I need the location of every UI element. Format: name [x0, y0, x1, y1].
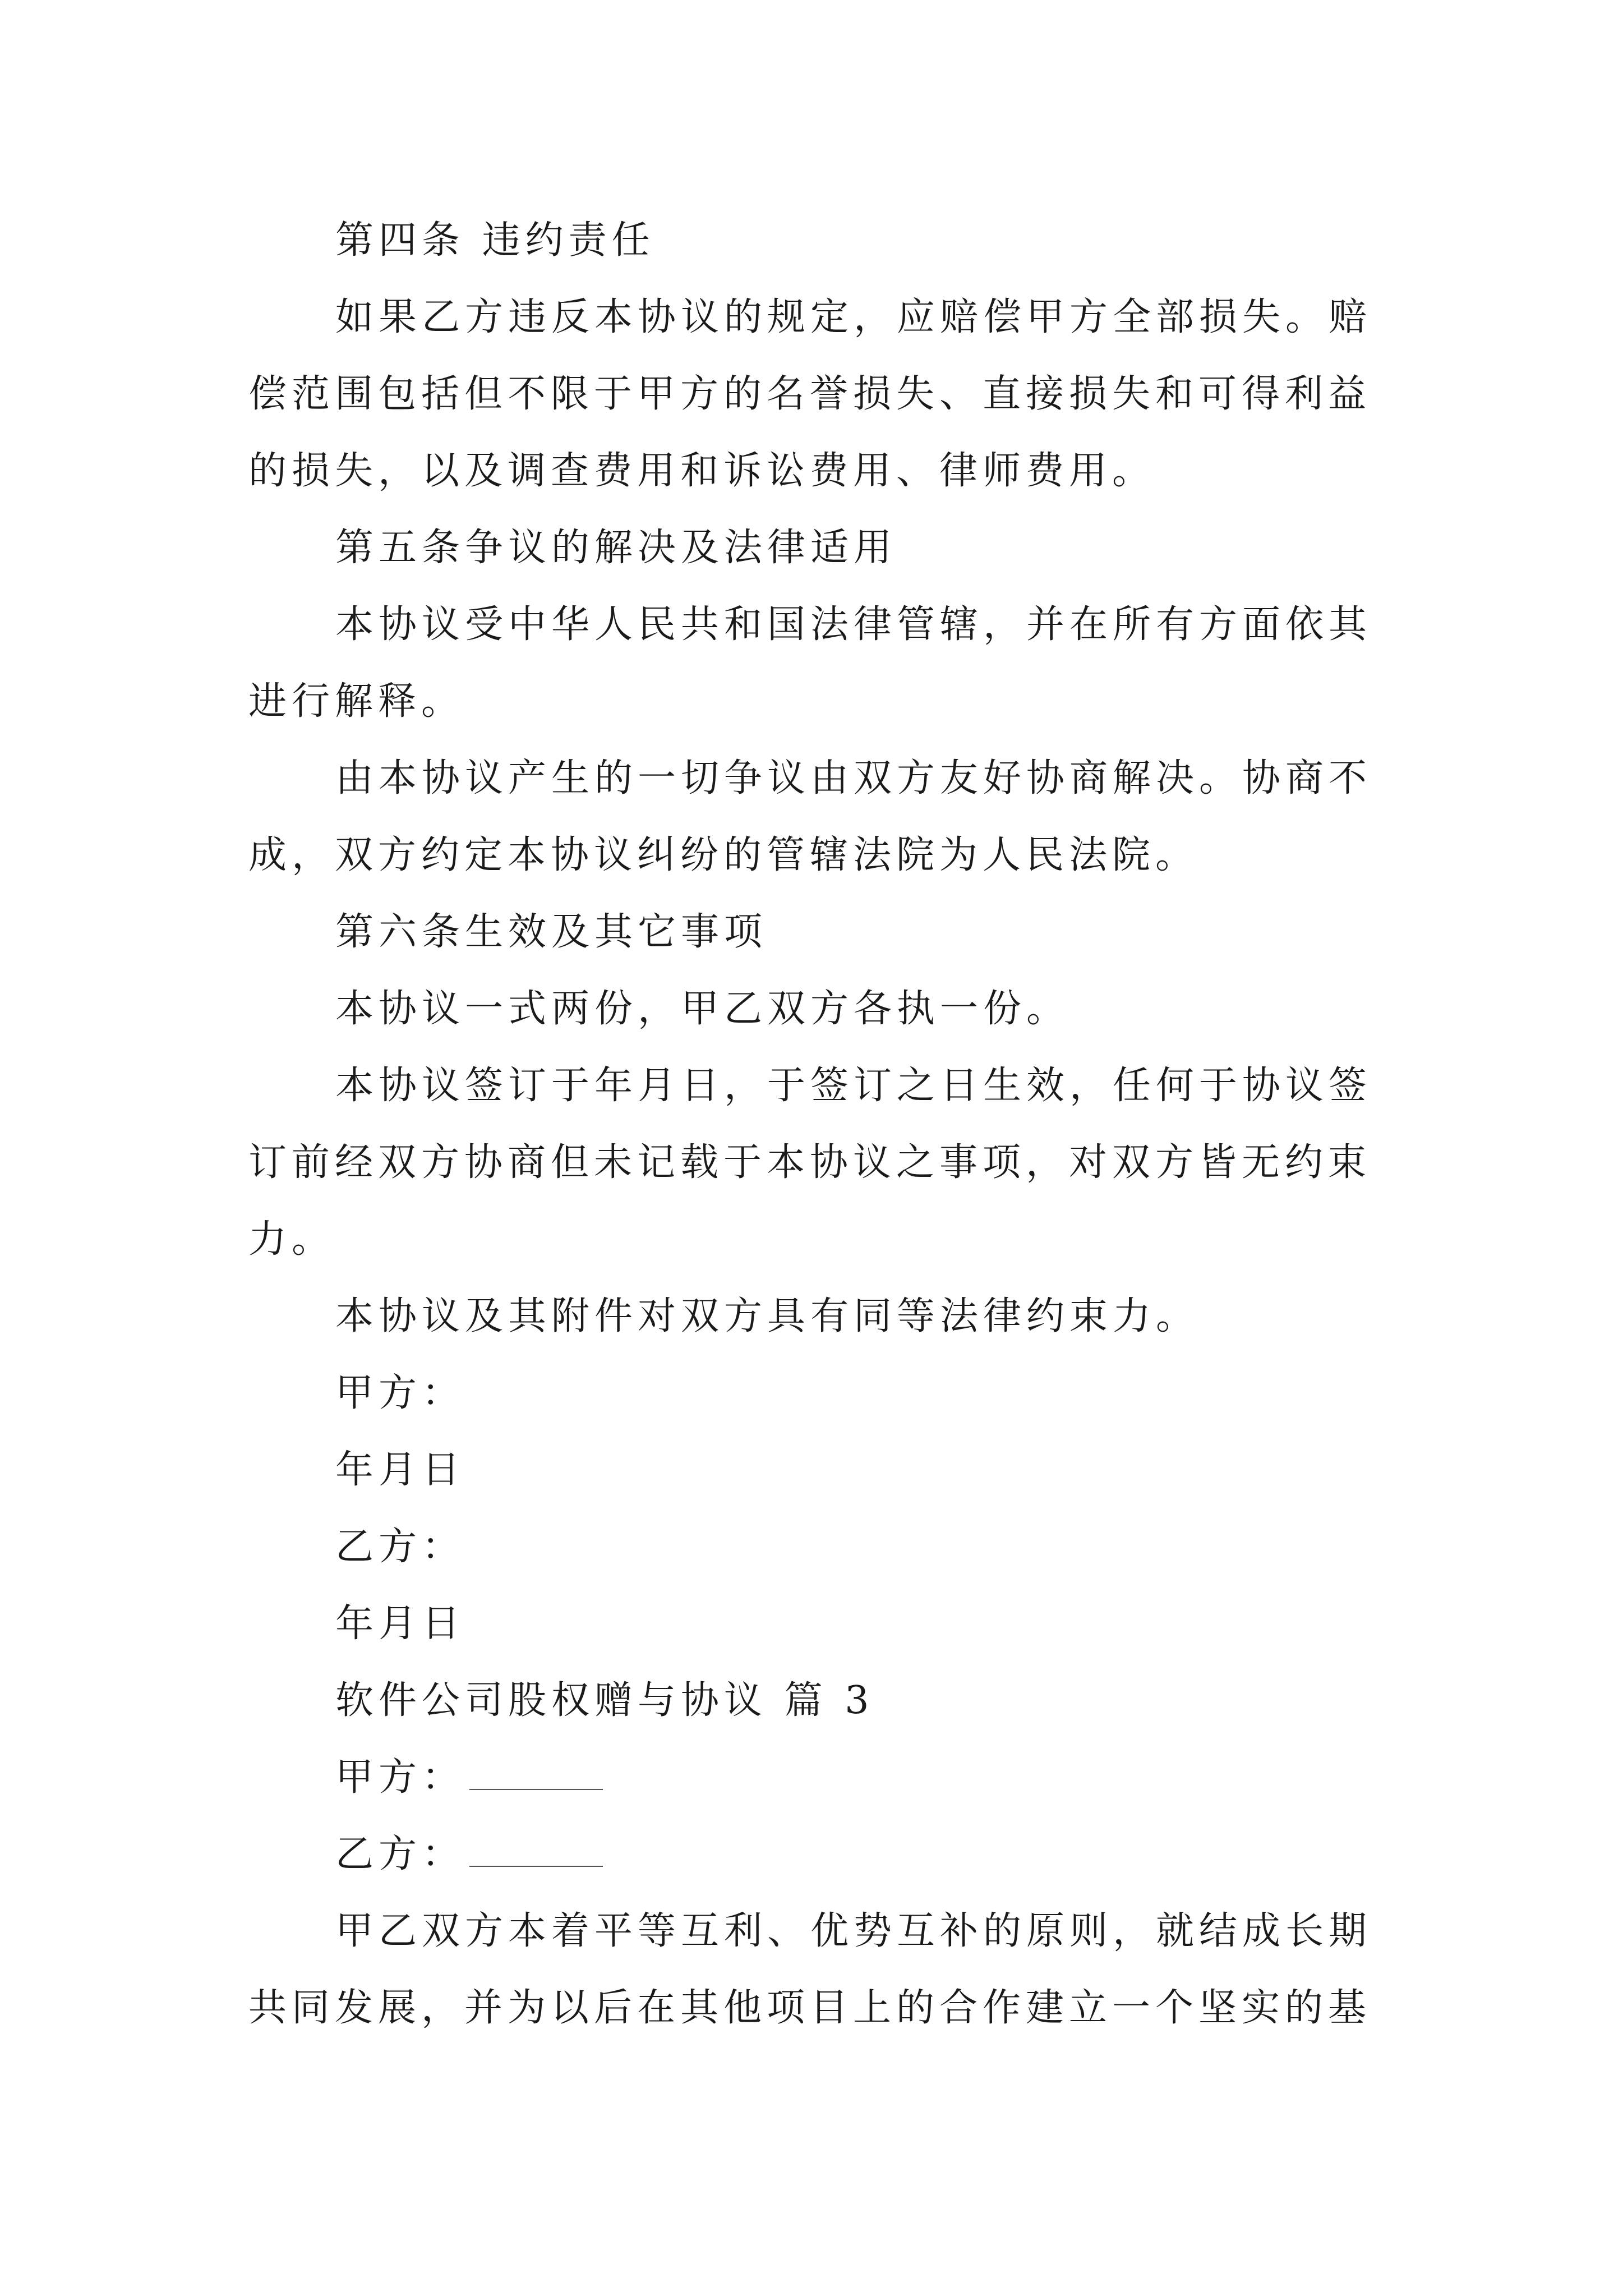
- party-b-line: [248, 1816, 1381, 1893]
- signature-date-b: 年月日: [335, 1602, 465, 1646]
- signature-date-a: 年月日: [335, 1448, 465, 1492]
- signature-party-a: 甲方：: [335, 1371, 465, 1415]
- party-b-label: 乙方：: [335, 1832, 465, 1876]
- document-page: [248, 202, 1381, 2046]
- article-5-body-2: 由本协议产生的一切争议由双方友好协商解决。协商不成，双方约定本协议纠纷的管辖法院为人民法院。: [248, 756, 1372, 877]
- article-5-heading: 第五条争议的解决及法律适用: [335, 526, 897, 570]
- party-a-line: [248, 1739, 1381, 1816]
- article-5-body-1: 本协议受中华人民共和国法律管辖，并在所有方面依其进行解释。: [248, 602, 1372, 724]
- party-a-label: 甲方：: [335, 1755, 465, 1800]
- signature-party-b: 乙方：: [335, 1525, 465, 1569]
- party-b-blank: [469, 1843, 603, 1867]
- article-4-body: 如果乙方违反本协议的规定，应赔偿甲方全部损失。赔偿范围包括但不限于甲方的名誉损失、直接损失和可得利益的损失，以及调查费用和诉讼费用、律师费用。: [248, 295, 1372, 493]
- article-4-heading: 第四条 违约责任: [335, 218, 655, 263]
- article-6-body-1: 本协议一式两份，甲乙双方各执一份。: [335, 987, 1070, 1031]
- article-6-body-2: 本协议签订于年月日，于签订之日生效，任何于协议签订前经双方协商但未记载于本协议之事项，对双方皆无约束力。: [248, 1064, 1372, 1262]
- section-title: 软件公司股权赠与协议 篇 3: [335, 1678, 874, 1723]
- article-6-body-3: 本协议及其附件对双方具有同等法律约束力。: [335, 1294, 1200, 1338]
- intro-paragraph: 甲乙双方本着平等互利、优势互补的原则，就结成长期共同发展，并为以后在其他项目上的合作建立一个坚实的基: [248, 1909, 1372, 2030]
- article-6-heading: 第六条生效及其它事项: [335, 910, 768, 954]
- party-a-blank: [469, 1766, 603, 1790]
